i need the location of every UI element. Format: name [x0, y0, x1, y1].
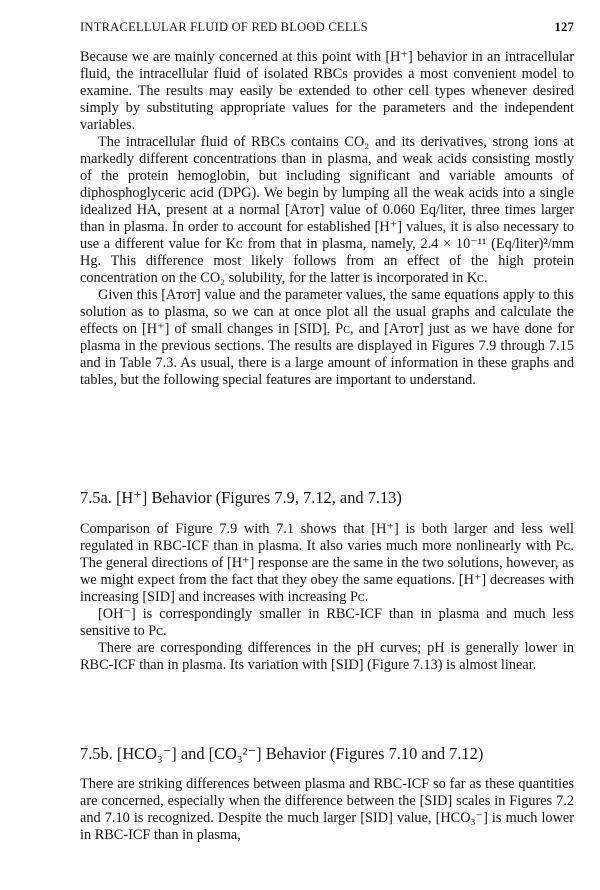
- running-head-title: INTRACELLULAR FLUID OF RED BLOOD CELLS: [80, 20, 368, 34]
- section-heading-h-behavior: 7.5a. [H⁺] Behavior (Figures 7.9, 7.12, and 7.13): [80, 488, 402, 507]
- running-header: [80, 20, 574, 40]
- paragraph: Comparison of Figure 7.9 with 7.1 shows that [H⁺] is both larger and less well regulated in RBC-ICF than in plasma. It also varies much more nonlinearly with Pᴄ. The general directions of [H⁺] response are the same in the two solutions, however, as we might expect from the fact that they obey the same equations. [H⁺] decreases with increasing [SID] and increases with increasing Pᴄ.: [80, 521, 574, 605]
- paragraph: Because we are mainly concerned at this point with [H⁺] behavior in an intracellular fluid, the intracellular fluid of isolated RBCs provides a most convenient model to examine. The results may easily be extended to other cell types whenever desired simply by substituting appropriate values for the parameters and the independent variables.: [80, 49, 574, 133]
- paragraph: The intracellular fluid of RBCs contains CO₂ and its derivatives, strong ions at markedly different concentrations than in plasma, and weak acids consisting mostly of the protein hemoglobin, but including significant and variable amounts of diphosphoglyceric acid (DPG). We begin by lumping all the weak acids into a single idealized HA, present at a normal [Aᴛᴏᴛ] value of 0.060 Eq/liter, three times larger than in plasma. In order to account for established [H⁺] values, it is also necessary to use a different value for Kᴄ from that in plasma, namely, 2.4 × 10⁻¹¹ (Eq/liter)²/mm Hg. This difference most likely follows from an effect of the high protein concentration on the CO₂ solubility, for the latter is incorporated in Kᴄ.: [80, 134, 574, 286]
- paragraph: There are striking differences between plasma and RBC-ICF so far as these quantities are concerned, especially when the difference between the [SID] scales in Figures 7.2 and 7.10 is recognized. Despite the much larger [SID] value, [HCO₃⁻] is much lower in RBC-ICF than in plasma,: [80, 776, 574, 843]
- paragraph: Given this [Aᴛᴏᴛ] value and the parameter values, the same equations apply to this solution as to plasma, so we can at once plot all the usual graphs and calculate the effects on [H⁺] of small changes in [SID], Pᴄ, and [Aᴛᴏᴛ] just as we have done for plasma in the previous sections. The results are displayed in Figures 7.9 through 7.15 and in Table 7.3. As usual, there is a large amount of information in these graphs and tables, but the following special features are important to understand.: [80, 287, 574, 388]
- section-intro: [80, 49, 574, 389]
- page-number: 127: [554, 20, 574, 34]
- paragraph: [OH⁻] is correspondingly smaller in RBC-ICF than in plasma and much less sensitive to Pᴄ.: [80, 606, 574, 639]
- paragraph: There are corresponding differences in the pH curves; pH is generally lower in RBC-ICF than in plasma. Its variation with [SID] (Figure 7.13) is almost linear.: [80, 640, 574, 673]
- section-h-behavior: [80, 521, 574, 674]
- section-heading-bicarbonate-behavior: 7.5b. [HCO₃⁻] and [CO₃²⁻] Behavior (Figures 7.10 and 7.12): [80, 744, 484, 763]
- section-bicarbonate-behavior: [80, 776, 574, 844]
